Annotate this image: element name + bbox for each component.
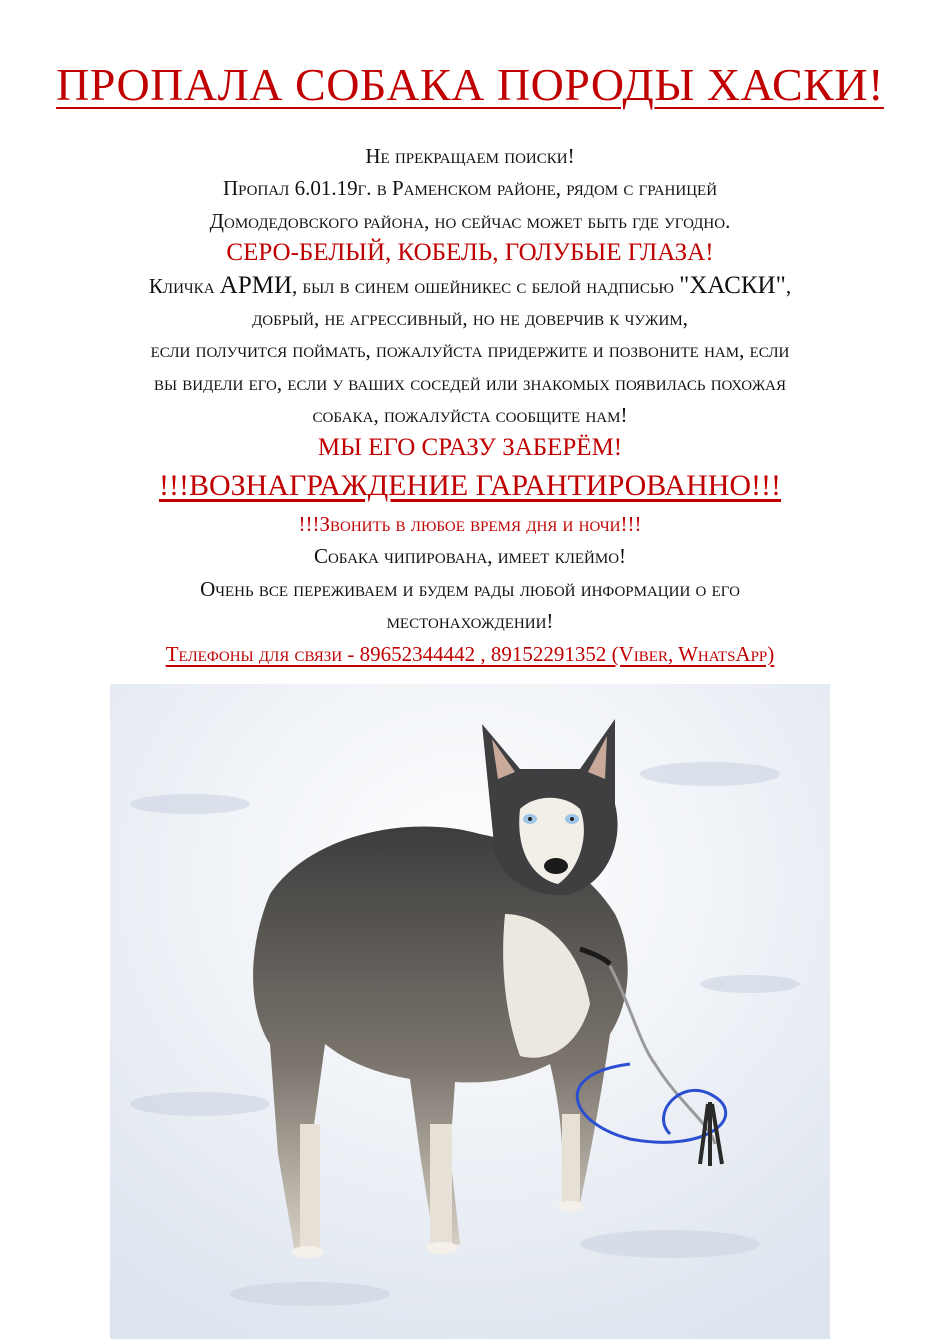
line-worry-1: Очень все переживаем и будем рады любой информации о его	[200, 576, 740, 601]
line-worry-2: местонахождении!	[386, 609, 554, 634]
line-call-anytime: !!!Звонить в любое время дня и ночи!!!	[298, 512, 642, 537]
line-name: Кличка АРМИ, был в синем ошейникес с белой надписью "ХАСКИ",	[148, 271, 792, 299]
husky-photo	[110, 684, 830, 1339]
line-search: Не прекращаем поиски!	[365, 144, 575, 168]
line-request-3: собака, пожалуйста сообщите нам!	[312, 403, 628, 428]
line-description: СЕРО-БЕЛЫЙ, КОБЕЛЬ, ГОЛУБЫЕ ГЛАЗА!	[226, 239, 714, 267]
line-temper: добрый, не агрессивный, но не доверчив к чужим,	[252, 306, 688, 331]
line-pickup: МЫ ЕГО СРАЗУ ЗАБЕРЁМ!	[317, 433, 623, 461]
page-title: ПРОПАЛА СОБАКА ПОРОДЫ ХАСКИ!	[56, 59, 884, 110]
line-request-1: если получится поймать, пожалуйста придержите и позвоните нам, если	[150, 338, 790, 363]
husky-illustration	[110, 684, 830, 1339]
line-phones: Телефоны для связи - 89652344442 , 89152291352 (Viber, WhatsApp)	[165, 641, 775, 666]
line-location: Домодедовского района, но сейчас может быть где угодно.	[209, 208, 731, 233]
notice-text	[40, 140, 900, 670]
line-request-2: вы видели его, если у ваших соседей или знакомых появилась похожая	[153, 370, 787, 395]
line-lost-date: Пропал 6.01.19г. в Раменском районе, рядом с границей	[222, 176, 718, 201]
dog-nose	[544, 858, 568, 874]
line-reward: !!!ВОЗНАГРАЖДЕНИЕ ГАРАНТИРОВАННО!!!	[158, 469, 782, 503]
line-chip: Собака чипирована, имеет клеймо!	[313, 544, 627, 569]
